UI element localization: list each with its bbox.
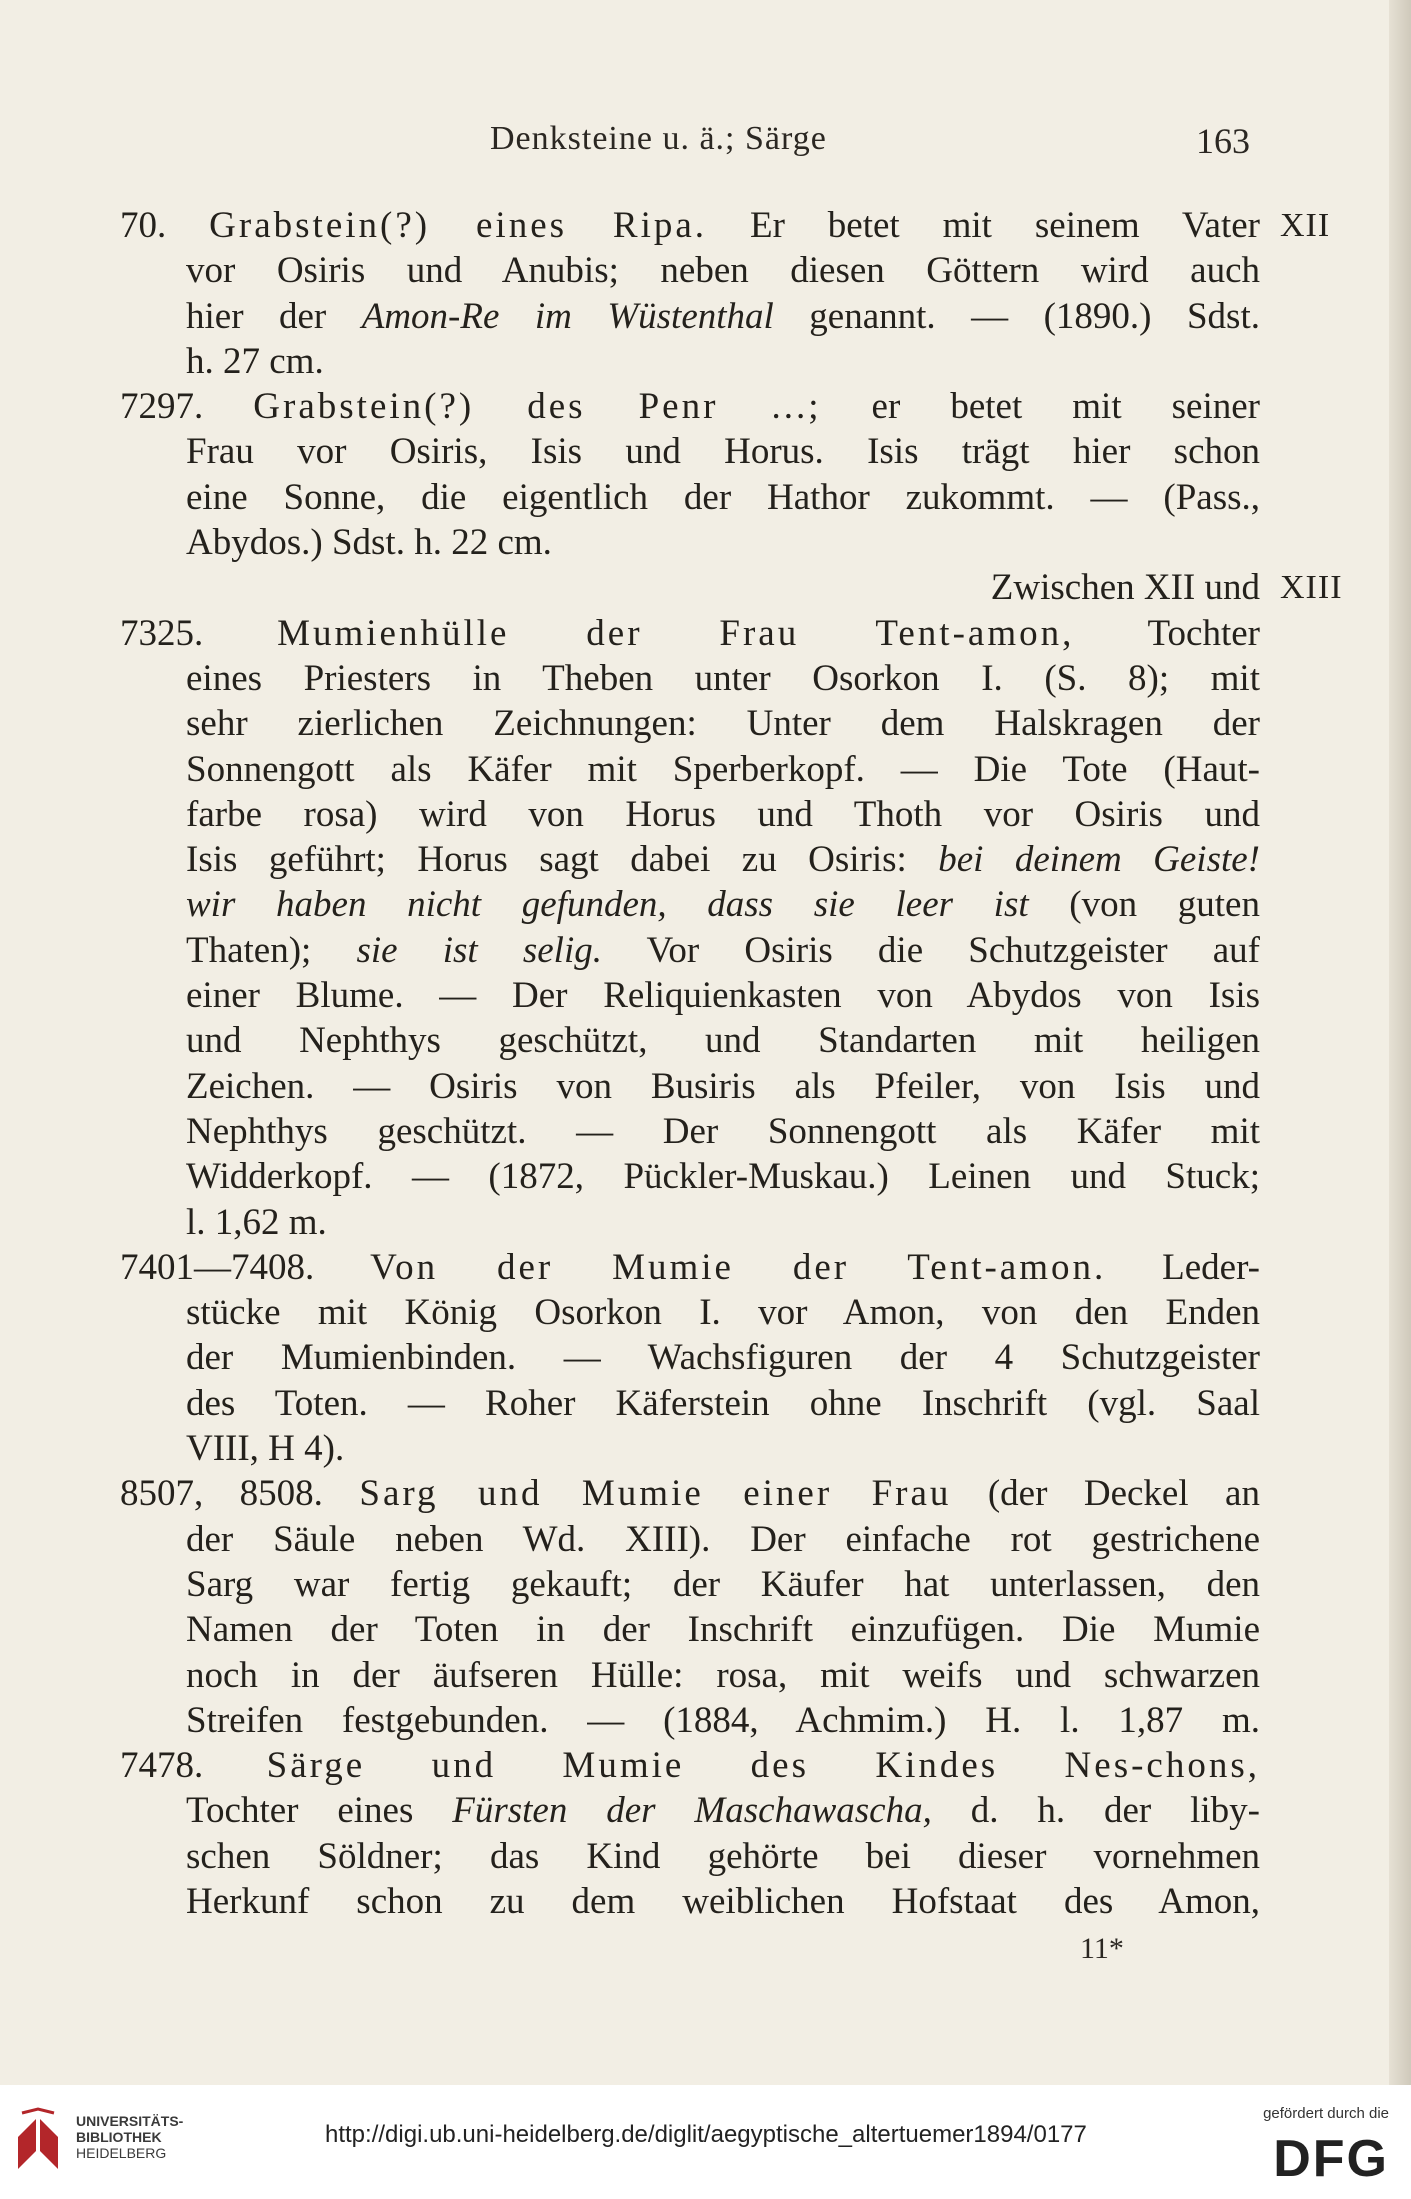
text-run: Sarg war fertig gekauft; der Käufer hat unterlassen, den xyxy=(186,1563,1260,1605)
text-run: 7401—7408. xyxy=(120,1246,371,1288)
text-run: l. 1,62 m. xyxy=(186,1201,327,1243)
text-run: Isis geführt; Horus sagt dabei zu Osiris: xyxy=(186,839,939,881)
text-run: Leder- xyxy=(1106,1246,1260,1288)
text-line xyxy=(120,747,1260,792)
italic-text: Amon-Re im Wüstenthal xyxy=(361,295,774,337)
spaced-heading-text: Grabstein(?) des Penr ...; xyxy=(253,386,822,428)
text-run: h. 27 cm. xyxy=(186,340,324,382)
text-body xyxy=(120,203,1260,1924)
text-run: er betet mit seiner xyxy=(821,386,1260,428)
text-line xyxy=(120,1788,1260,1833)
text-line xyxy=(120,973,1260,1018)
text-run: noch in der äufseren Hülle: rosa, mit weifs und schwarzen xyxy=(186,1654,1260,1696)
text-line xyxy=(120,1834,1260,1879)
text-run: 7478. xyxy=(120,1745,267,1787)
text-line xyxy=(120,1109,1260,1154)
page-edge xyxy=(1389,0,1411,2085)
text-line xyxy=(120,294,1260,339)
text-line xyxy=(120,837,1260,882)
spaced-heading-text: Grabstein(?) eines Ripa. xyxy=(209,205,708,246)
text-run: VIII, H 4). xyxy=(186,1428,345,1470)
text-run: Er betet mit seinem Vater xyxy=(707,205,1260,246)
text-run: stücke mit König Osorkon I. vor Amon, von den Enden xyxy=(186,1292,1260,1334)
text-line xyxy=(120,1879,1260,1924)
text-run: Herkunf schon zu dem weiblichen Hofstaat des Amon, xyxy=(186,1880,1260,1922)
text-line xyxy=(120,429,1260,474)
text-line xyxy=(120,1154,1260,1199)
text-line xyxy=(120,339,1260,384)
library-logo-icon xyxy=(14,2107,64,2173)
text-run: und Nephthys geschützt, und Standarten mit heiligen xyxy=(186,1020,1260,1062)
text-run: des Toten. — Roher Käferstein ohne Inschrift (vgl. Saal xyxy=(186,1382,1260,1424)
dfg-logo: DFG xyxy=(1273,2130,1389,2188)
text-run: Tochter eines xyxy=(186,1790,453,1832)
spaced-heading-text: Sarg und Mumie einer Frau xyxy=(359,1473,952,1515)
text-run: farbe rosa) wird von Horus und Thoth vor Osiris und xyxy=(186,793,1260,835)
text-line xyxy=(120,1426,1260,1471)
text-run: Abydos.) Sdst. h. 22 cm. xyxy=(186,522,552,564)
text-run: sehr zierlichen Zeichnungen: Unter dem Halskragen der xyxy=(186,703,1260,745)
text-line xyxy=(120,1743,1260,1788)
text-line xyxy=(120,203,1260,248)
text-run: eines Priesters in Theben unter Osorkon I. (S. 8); mit xyxy=(186,657,1260,699)
text-line xyxy=(120,1517,1260,1562)
text-run: Zwischen XII und xyxy=(990,567,1260,609)
page-number: 163 xyxy=(1196,121,1250,161)
text-run: Frau vor Osiris, Isis und Horus. Isis trägt hier schon xyxy=(186,431,1260,473)
funder-label: gefördert durch die xyxy=(1263,2105,1389,2122)
page-header xyxy=(180,120,1260,170)
running-title: Denksteine u. ä.; Särge xyxy=(490,120,827,157)
text-run: Nephthys geschützt. — Der Sonnengott als Käfer mit xyxy=(186,1110,1260,1152)
text-line xyxy=(120,565,1260,610)
text-line xyxy=(120,475,1260,520)
text-line xyxy=(120,792,1260,837)
text-run: der Mumienbinden. — Wachsfiguren der 4 Schutzgeister xyxy=(186,1337,1260,1379)
text-line xyxy=(120,1245,1260,1290)
italic-text: sie ist selig. xyxy=(356,929,602,971)
text-line xyxy=(120,882,1260,927)
text-run: hier der xyxy=(186,295,362,337)
text-line xyxy=(120,1200,1260,1245)
text-line xyxy=(120,1698,1260,1743)
library-name-line: UNIVERSITÄTS- xyxy=(76,2113,184,2129)
text-run: vor Osiris und Anubis; neben diesen Göttern wird auch xyxy=(186,250,1260,292)
text-run: d. h. der liby- xyxy=(931,1790,1260,1832)
text-run: 7297. xyxy=(120,386,254,428)
text-run: 70. xyxy=(120,205,210,246)
text-line xyxy=(120,1381,1260,1426)
margin-dynasty-note: XIII xyxy=(1280,569,1343,607)
library-name-line: BIBLIOTHEK xyxy=(76,2129,162,2145)
margin-dynasty-note: XII xyxy=(1280,207,1331,244)
italic-text: wir haben nicht gefunden, dass sie leer ist xyxy=(186,884,1029,926)
text-run: Streifen festgebunden. — (1884, Achmim.) H. l. 1,87 m. xyxy=(186,1699,1260,1741)
text-line xyxy=(120,248,1260,293)
digitization-footer xyxy=(0,2085,1411,2199)
text-line xyxy=(120,928,1260,973)
text-line xyxy=(120,701,1260,746)
text-run: eine Sonne, die eigentlich der Hathor zukommt. — (Pass., xyxy=(186,476,1260,518)
text-run: (von guten xyxy=(1028,884,1260,926)
text-line xyxy=(120,1562,1260,1607)
text-line xyxy=(120,384,1260,429)
text-run: 8507, 8508. xyxy=(120,1473,360,1515)
source-url-link[interactable]: http://digi.ub.uni-heidelberg.de/diglit/aegyptische_altertuemer1894/0177 xyxy=(325,2121,1087,2148)
library-name-line: HEIDELBERG xyxy=(76,2145,167,2161)
spaced-heading-text: Särge und Mumie des Kindes Nes-chons, xyxy=(266,1745,1260,1787)
text-line xyxy=(120,1653,1260,1698)
text-run: der Säule neben Wd. XIII). Der einfache rot gestrichene xyxy=(186,1518,1260,1560)
spaced-heading-text: Von der Mumie der Tent-amon. xyxy=(370,1246,1107,1288)
italic-text: bei deinem Geiste! xyxy=(938,839,1260,881)
library-name xyxy=(76,2113,183,2161)
text-run: Vor Osiris die Schutzgeister auf xyxy=(601,929,1261,971)
text-line xyxy=(120,1471,1260,1516)
text-line xyxy=(120,1018,1260,1063)
text-run: Tochter xyxy=(1074,612,1260,654)
text-line xyxy=(120,1335,1260,1380)
text-run: Zeichen. — Osiris von Busiris als Pfeiler, von Isis und xyxy=(186,1065,1260,1107)
text-line xyxy=(120,1607,1260,1652)
italic-text: Fürsten der Maschawascha, xyxy=(452,1790,932,1832)
text-line xyxy=(120,520,1260,565)
spaced-heading-text: Mumienhülle der Frau Tent-amon, xyxy=(277,612,1075,654)
text-run: Widderkopf. — (1872, Pückler-Muskau.) Leinen und Stuck; xyxy=(186,1156,1260,1198)
text-run: Thaten); xyxy=(186,929,357,971)
text-line xyxy=(120,656,1260,701)
text-run: schen Söldner; das Kind gehörte bei dieser vornehmen xyxy=(186,1835,1260,1877)
text-run: Namen der Toten in der Inschrift einzufügen. Die Mumie xyxy=(186,1609,1260,1651)
text-run: einer Blume. — Der Reliquienkasten von Abydos von Isis xyxy=(186,975,1260,1017)
text-run: (der Deckel an xyxy=(951,1473,1260,1515)
text-line xyxy=(120,1064,1260,1109)
text-line xyxy=(120,1290,1260,1335)
signature-mark: 11* xyxy=(1080,1932,1124,1965)
text-run: Sonnengott als Käfer mit Sperberkopf. — Die Tote (Haut- xyxy=(186,748,1260,790)
text-line xyxy=(120,611,1260,656)
text-run: 7325. xyxy=(120,612,278,654)
text-run: genannt. — (1890.) Sdst. xyxy=(773,295,1260,337)
